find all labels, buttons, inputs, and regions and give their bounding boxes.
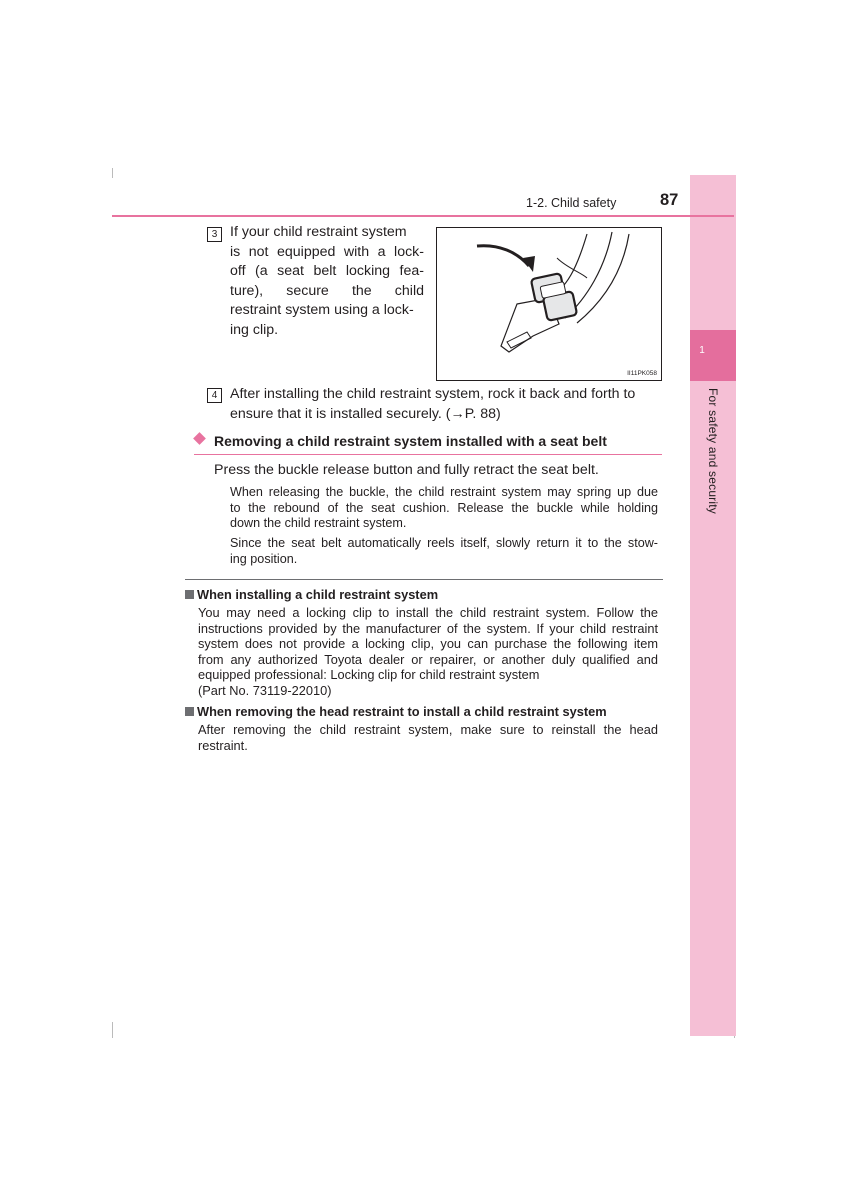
section-title: 1-2. Child safety bbox=[526, 196, 617, 210]
text-line: off (a seat belt locking fea- bbox=[230, 263, 424, 279]
square-bullet-icon bbox=[185, 707, 194, 716]
text-line: (Part No. 73119-22010) bbox=[198, 682, 332, 698]
text-line: restraint system using a lock- bbox=[230, 302, 414, 318]
text-line: If your child restraint system bbox=[230, 224, 407, 240]
info-body bbox=[198, 605, 658, 699]
removal-note-2 bbox=[230, 536, 658, 567]
crop-mark bbox=[112, 168, 113, 178]
text-line: down the child restraint system. bbox=[230, 516, 407, 531]
info-heading bbox=[185, 704, 607, 719]
figure-code: II11PK058 bbox=[627, 370, 657, 377]
text-line: instructions provided by the manufacturer of the system. If your child restraint bbox=[198, 620, 658, 636]
chapter-side-bar bbox=[690, 175, 736, 1036]
locking-clip-figure bbox=[436, 227, 662, 381]
chapter-title: For safety and security bbox=[706, 388, 720, 514]
text-line: After removing the child restraint system, make sure to reinstall the head bbox=[198, 722, 658, 737]
header-rule bbox=[112, 215, 734, 217]
text-line: ing clip. bbox=[230, 321, 279, 338]
step-number: 4 bbox=[207, 388, 222, 403]
info-heading-text: When installing a child restraint system bbox=[197, 587, 439, 602]
text-line: equipped professional: Locking clip for child restraint system bbox=[198, 667, 540, 683]
text-line: ing position. bbox=[230, 551, 298, 566]
text-line: ture), secure the child bbox=[230, 282, 424, 299]
removal-note-1 bbox=[230, 485, 658, 532]
crop-mark bbox=[112, 1022, 113, 1038]
text-line: system does not provide a locking clip, you can purchase the following item bbox=[198, 636, 658, 652]
info-heading-text: When removing the head restraint to install a child restraint system bbox=[197, 704, 607, 719]
text-line: is not equipped with a lock- bbox=[230, 243, 424, 260]
step-number: 3 bbox=[207, 227, 222, 242]
text-line: ensure that it is installed securely. (→P. 88) bbox=[230, 405, 501, 422]
text-line: You may need a locking clip to install the child restraint system. Follow the bbox=[198, 605, 658, 620]
removal-instruction: Press the buckle release button and fully retract the seat belt. bbox=[214, 462, 599, 478]
step-3-text bbox=[230, 223, 424, 340]
text-line: When releasing the buckle, the child restraint system may spring up due bbox=[230, 485, 658, 499]
step-4-text bbox=[230, 385, 662, 424]
info-body bbox=[198, 722, 658, 753]
diamond-bullet-icon bbox=[193, 432, 206, 445]
text-line: from any authorized Toyota dealer or repairer, or another duly qualified and bbox=[198, 651, 658, 667]
info-rule bbox=[185, 579, 663, 580]
subsection-rule bbox=[194, 454, 662, 455]
square-bullet-icon bbox=[185, 590, 194, 599]
chapter-number: 1 bbox=[699, 345, 705, 356]
locking-clip-illustration bbox=[437, 228, 661, 380]
text-line: Since the seat belt automatically reels itself, slowly return it to the stow- bbox=[230, 536, 658, 550]
text-line: restraint. bbox=[198, 737, 248, 753]
text-line: to the rebound of the seat cushion. Release the buckle while holding bbox=[230, 500, 658, 515]
info-heading bbox=[185, 587, 438, 602]
subsection-heading: Removing a child restraint system installed with a seat belt bbox=[214, 433, 607, 449]
page-number: 87 bbox=[660, 191, 679, 209]
text-line: After installing the child restraint system, rock it back and forth to bbox=[230, 386, 636, 402]
